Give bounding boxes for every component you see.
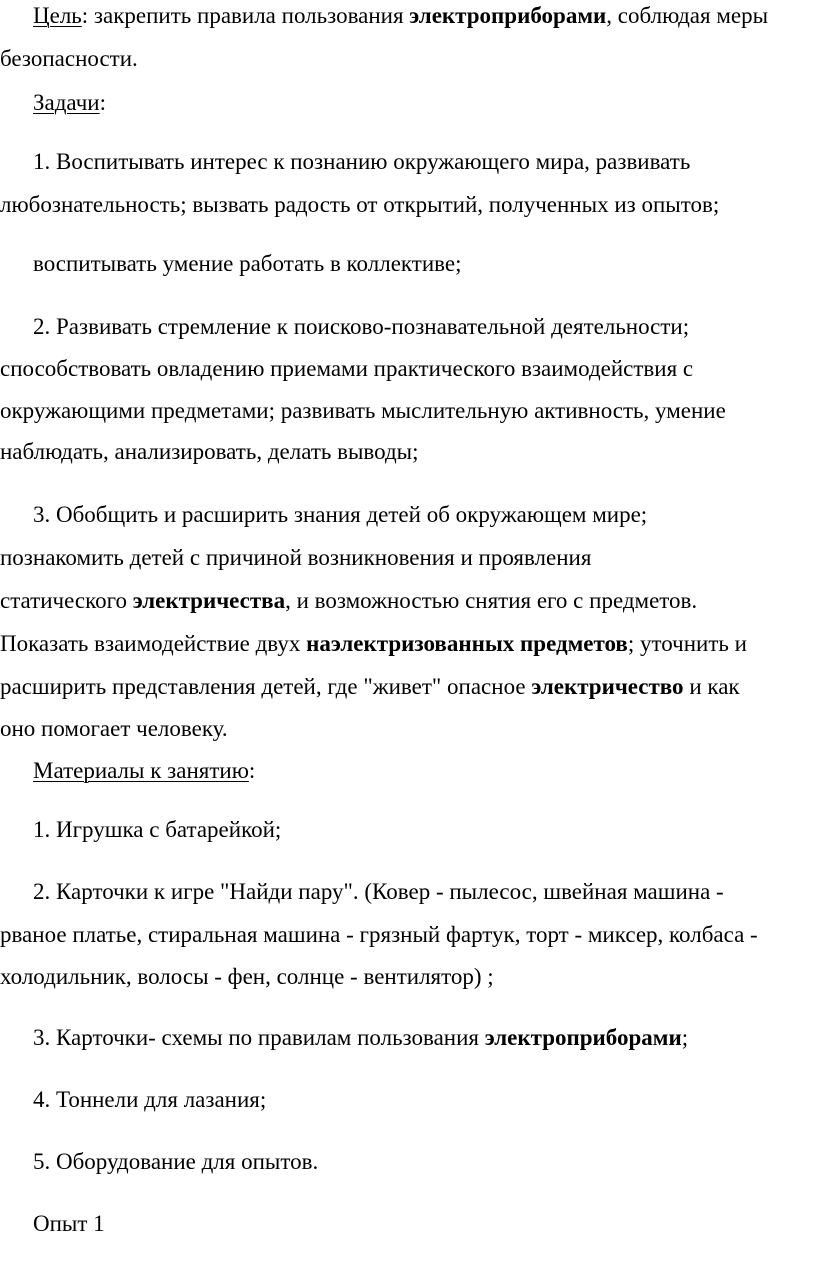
materials-colon: : bbox=[248, 758, 256, 783]
task-1-line-3: воспитывать умение работать в коллективе; bbox=[33, 251, 462, 276]
task-2-line-2: способствовать овладению приемами практического взаимодействия с bbox=[0, 356, 694, 381]
material-item-2-line-2: рваное платье, стиральная машина - грязный фартук, торт - миксер, колбаса - bbox=[0, 922, 758, 947]
goal-label: Цель bbox=[33, 3, 82, 28]
task-3-line-5-bold-term: электричество bbox=[531, 674, 684, 699]
tasks-heading bbox=[33, 89, 106, 117]
tasks-label: Задачи bbox=[33, 90, 100, 115]
task-3-line-6: оно помогает человеку. bbox=[0, 716, 228, 741]
task-1-line-1: 1. Воспитывать интерес к познанию окружающего мира, развивать bbox=[33, 149, 691, 174]
material-item-1: 1. Игрушка с батарейкой; bbox=[33, 817, 282, 842]
task-3-line-4-text-a: Показать взаимодействие двух bbox=[0, 631, 307, 656]
experiment-title: Опыт 1 bbox=[33, 1211, 105, 1236]
goal-text-2: , соблюдая меры bbox=[606, 3, 769, 28]
goal-line-1 bbox=[33, 2, 768, 30]
material-item-2-line-3: холодильник, волосы - фен, солнце - вентилятор) ; bbox=[0, 964, 494, 989]
material-item-3-bold-term: электроприборами bbox=[484, 1025, 682, 1050]
task-3-line-3-text-b: , и возможностью снятия его с предметов. bbox=[285, 588, 698, 613]
material-item-2-line-1: 2. Карточки к игре "Найди пару". (Ковер - пылесос, швейная машина - bbox=[33, 879, 724, 904]
task-3-line-1: 3. Обобщить и расширить знания детей об окружающем мире; bbox=[33, 502, 648, 527]
material-item-5: 5. Оборудование для опытов. bbox=[33, 1149, 319, 1174]
material-item-3 bbox=[33, 1024, 688, 1052]
goal-bold-term: электроприборами bbox=[409, 3, 607, 28]
materials-heading bbox=[33, 757, 255, 785]
goal-text-1: : закрепить правила пользования bbox=[81, 3, 410, 28]
task-3-line-3-text-a: статического bbox=[0, 588, 133, 613]
task-1-line-2: любознательность; вызвать радость от открытий, полученных из опытов; bbox=[0, 192, 720, 217]
task-3-line-4-text-b: ; уточнить и bbox=[627, 631, 747, 656]
task-3-line-5 bbox=[0, 673, 740, 701]
task-2-line-4: наблюдать, анализировать, делать выводы; bbox=[0, 439, 419, 464]
task-3-line-5-text-a: расширить представления детей, где "живет" опасное bbox=[0, 674, 532, 699]
materials-label: Материалы к занятию bbox=[33, 758, 249, 783]
task-3-line-2: познакомить детей с причиной возникновения и проявления bbox=[0, 545, 592, 570]
material-item-4: 4. Тоннели для лазания; bbox=[33, 1087, 267, 1112]
goal-line-2: безопасности. bbox=[0, 46, 138, 71]
task-3-line-3 bbox=[0, 587, 697, 615]
material-item-3-text-a: 3. Карточки- схемы по правилам пользования bbox=[33, 1025, 485, 1050]
task-3-line-4 bbox=[0, 630, 747, 658]
task-3-line-4-bold-term: наэлектризованных предметов bbox=[306, 631, 628, 656]
material-item-3-text-b: ; bbox=[681, 1025, 689, 1050]
tasks-colon: : bbox=[99, 90, 106, 115]
task-2-line-3: окружающими предметами; развивать мыслительную активность, умение bbox=[0, 398, 726, 423]
task-3-line-3-bold-term: электричества bbox=[132, 588, 286, 613]
task-3-line-5-text-b: и как bbox=[683, 674, 740, 699]
task-2-line-1: 2. Развивать стремление к поисково-познавательной деятельности; bbox=[33, 314, 690, 339]
